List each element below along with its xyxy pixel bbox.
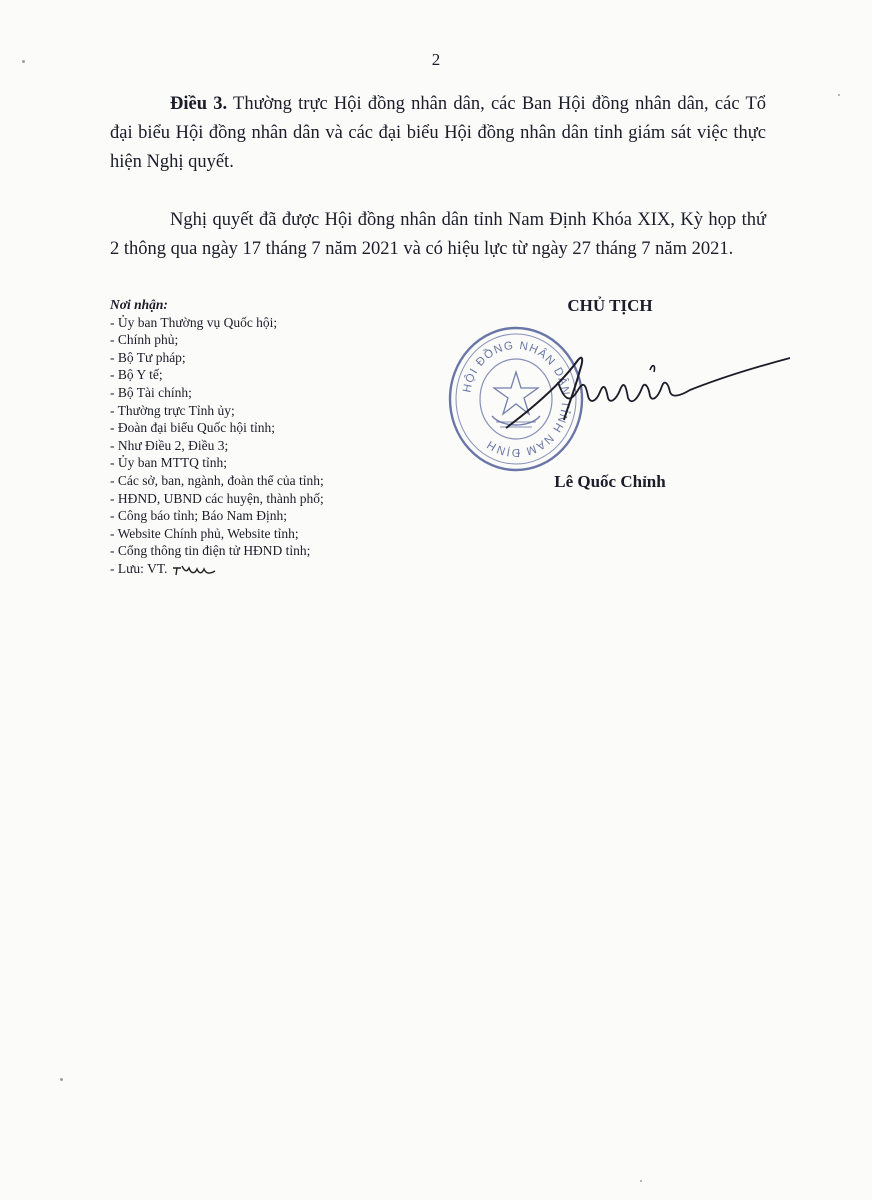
recipient-item: - Website Chính phủ, Website tỉnh; [110,525,299,541]
recipient-item: - Cổng thông tin điện tử HĐND tỉnh; [110,543,311,559]
scan-speck [60,1078,63,1081]
scan-speck [640,1180,642,1182]
closing-paragraph: Nghị quyết đã được Hội đồng nhân dân tỉnh Nam Định Khóa XIX, Kỳ họp thứ 2 thông qua ngày 17 tháng 7 năm 2021 và có hiệu lực từ ngày 27 tháng 7 năm 2021. [110,210,766,259]
article-3-paragraph [110,90,766,177]
recipient-item: - Bộ Y tế; [110,367,163,383]
recipient-item: - Công báo tỉnh; Báo Nam Định; [110,508,287,524]
handwritten-signature-icon [500,340,800,440]
signer-title: CHỦ TỊCH [567,296,653,315]
recipient-item: - Ủy ban MTTQ tỉnh; [110,455,227,471]
scan-speck [838,94,840,96]
recipient-item: - Bộ Tư pháp; [110,349,186,365]
recipients-list [110,296,440,578]
seal-text: HỘI ĐỒNG NHÂN DÂN TỈNH NAM ĐỊNH [461,339,572,459]
article-3-text: Thường trực Hội đồng nhân dân, các Ban Hội đồng nhân dân, các Tổ đại biểu Hội đồng nhân dân và các đại biểu Hội đồng nhân dân tỉnh giám sát việc thực hiện Nghị quyết. [110,94,766,172]
recipient-item-storage [110,560,440,578]
recipient-item: - Các sở, ban, ngành, đoàn thể của tỉnh; [110,472,324,488]
signer-name: Lê Quốc Chỉnh [554,472,666,491]
recipient-item: - Như Điều 2, Điều 3; [110,437,229,453]
initials-mark-icon [171,562,219,578]
page-number: 2 [431,50,441,69]
recipient-item: - HĐND, UBND các huyện, thành phố; [110,490,324,506]
article-3-heading: Điều 3. [170,94,228,114]
recipient-item: - Thường trực Tỉnh ủy; [110,402,235,418]
recipients-items [110,314,440,578]
recipient-item: - Đoàn đại biểu Quốc hội tỉnh; [110,420,275,436]
recipients-title: Nơi nhận: [110,297,168,312]
recipient-item: - Bộ Tài chính; [110,384,192,400]
scan-speck [22,60,25,63]
recipient-item: - Chính phủ; [110,332,179,348]
recipient-item-text: - Lưu: VT. [110,560,168,576]
recipient-item: - Ủy ban Thường vụ Quốc hội; [110,314,278,330]
